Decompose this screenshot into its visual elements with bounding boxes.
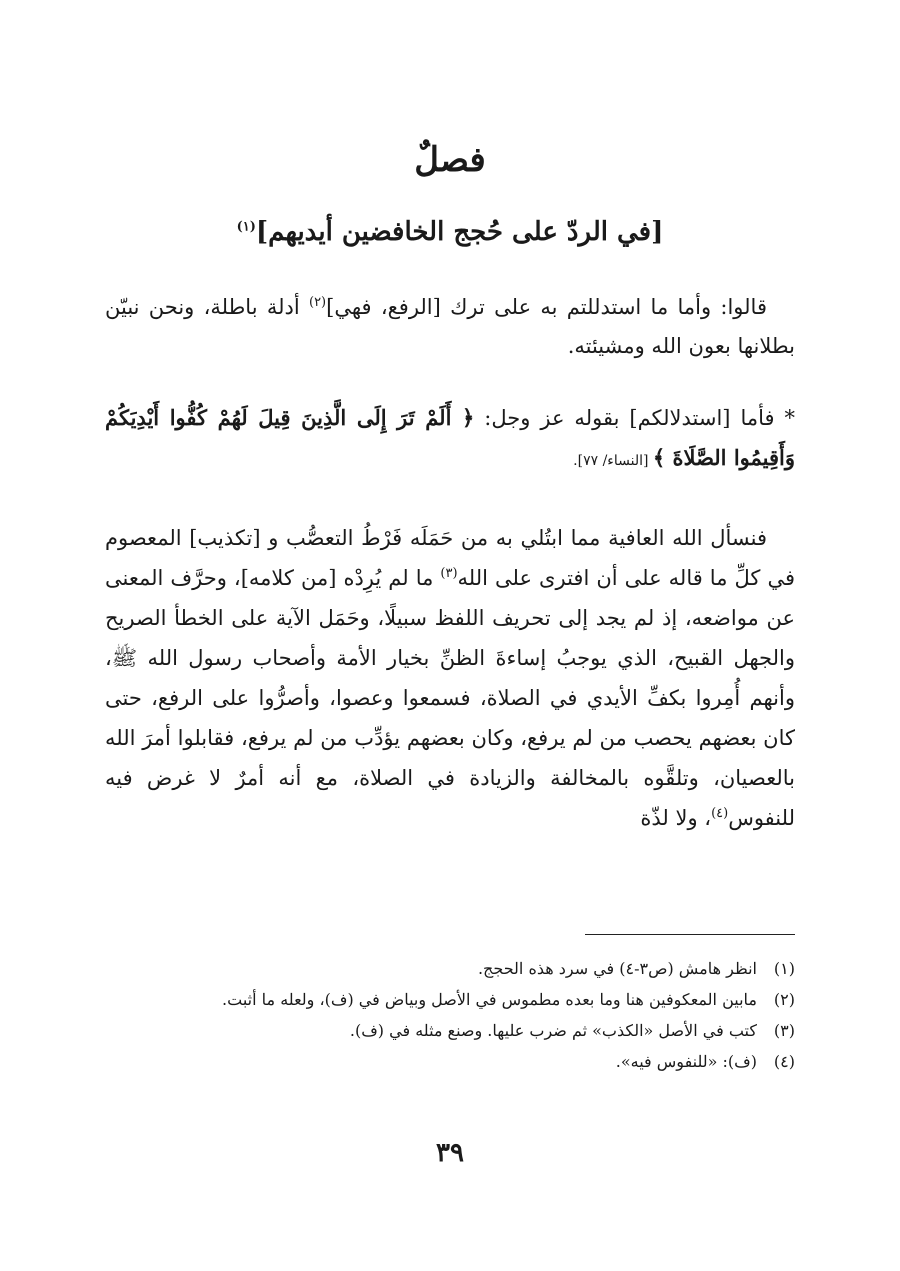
footnote-number: (٣) [773, 1021, 795, 1040]
footnote-ref-3[interactable]: (٣) [440, 566, 458, 581]
footnote-item [100, 1015, 795, 1046]
footnote-text: كتب في الأصل «الكذب» ثم ضرب عليها. وصنع مثله في (ف). [349, 1021, 757, 1040]
footnote-item [100, 984, 795, 1015]
paragraph-2-intro: * فأما [استدلالكم] بقوله عز وجل: [474, 406, 796, 430]
footnote-number: (٤) [773, 1052, 795, 1071]
paragraph-1-text-b: أدلة باطلة، ونحن نبيّن بطلانها بعون الله ومشيئته. [105, 295, 795, 358]
footnote-ref-1[interactable]: (١) [236, 219, 256, 235]
footnote-ref-4[interactable]: (٤) [711, 806, 729, 821]
footnote-text: مابين المعكوفين هنا وما بعده مطموس في الأصل وبياض في (ف)، ولعله ما أثبت. [222, 990, 757, 1009]
quran-verse: ﴿ أَلَمْ تَرَ إِلَى الَّذِينَ قِيلَ لَهُمْ كُفُّوا أَيْدِيَكُمْ وَأَقِيمُوا الصَّلَاةَ ﴾ [105, 405, 795, 470]
footnotes [100, 953, 795, 1077]
paragraph-1-text-a: قالوا: وأما ما استدللتم به على ترك [الرفع، فهي] [326, 295, 767, 319]
paragraph-3-text-a: فنسأل الله العافية مما ابتُلي به من حَمَلَه فَرْطُ التعصُّب و [تكذيب] المعصوم في كلِّ ما قاله على أن افترى على الله [105, 526, 795, 590]
paragraph-1 [105, 288, 795, 366]
section-title: فصلٌ [414, 140, 486, 180]
section-subtitle [0, 212, 900, 252]
footnote-text: انظر هامش (ص٣-٤) في سرد هذه الحجج. [477, 959, 757, 978]
paragraph-2 [105, 398, 795, 481]
page-number: ٣٩ [436, 1138, 464, 1168]
footnote-divider [585, 934, 795, 935]
footnote-item [100, 1046, 795, 1077]
paragraph-3-text-c: ، ولا لذّة [640, 806, 712, 830]
subtitle-text: [في الردّ على حُجج الخافضين أيديهم] [255, 217, 664, 247]
verse-citation: [النساء/ ٧٧]. [573, 453, 653, 469]
footnote-number: (٢) [773, 990, 795, 1009]
footnote-number: (١) [773, 959, 795, 978]
footnote-ref-2[interactable]: (٢) [308, 295, 327, 310]
footnote-item [100, 953, 795, 984]
footnote-text: (ف): «للنفوس فيه». [615, 1052, 757, 1071]
paragraph-3-text-b: ما لم يُرِدْه [من كلامه]، وحرَّف المعنى عن مواضعه، إذ لم يجد إلى تحريف اللفظ سبيلًا، وحَمَل الآية على الخطأ الصريح والجهل القبيح، الذي يوجبُ إساءةَ الظنِّ بخيار الأمة وأصحاب رسول الله ﷺ، وأنهم أُمِروا بكفِّ الأيدي في الصلاة، فسمعوا وعصوا، وأصرُّوا على الرفع، حتى كان بعضهم يحصب من لم يرفع، وكان بعضهم يؤدِّب من لم يرفع، فقابلوا أمرَ الله بالعصيان، وتلقَّوه بالمخالفة والزيادة في الصلاة، مع أنه أمرٌ لا غرض فيه للنفوس [105, 566, 795, 830]
paragraph-3 [105, 518, 795, 838]
